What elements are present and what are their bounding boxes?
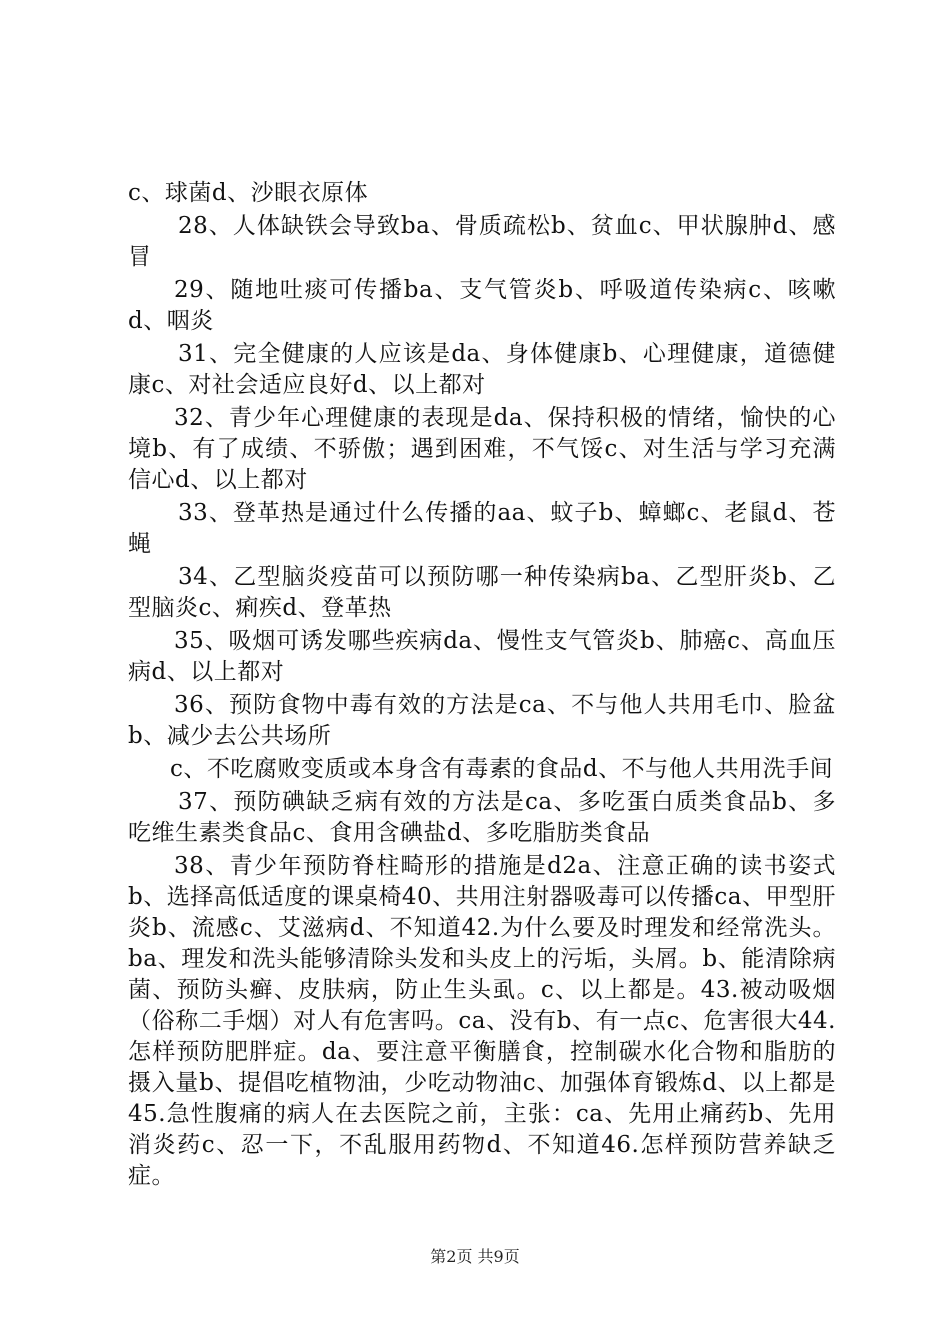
paragraph: 34、乙型脑炎疫苗可以预防哪一种传染病ba、乙型肝炎b、乙型脑炎c、痢疾d、登革热	[128, 564, 836, 621]
paragraph: 29、随地吐痰可传播ba、支气管炎b、呼吸道传染病c、咳嗽d、咽炎	[128, 277, 836, 334]
paragraph: c、不吃腐败变质或本身含有毒素的食品d、不与他人共用洗手间	[170, 756, 834, 782]
paragraph: 28、人体缺铁会导致ba、骨质疏松b、贫血c、甲状腺肿d、感冒	[128, 213, 836, 270]
paragraph: c、球菌d、沙眼衣原体	[128, 180, 369, 206]
paragraph: 35、吸烟可诱发哪些疾病da、慢性支气管炎b、肺癌c、高血压病d、以上都对	[128, 628, 836, 685]
page-number-footer: 第2页 共9页	[430, 1247, 520, 1266]
paragraph: 38、青少年预防脊柱畸形的措施是d2a、注意正确的读书姿式b、选择高低适度的课桌椅40、共用注射器吸毒可以传播ca、甲型肝炎b、流感c、艾滋病d、不知道42.为什么要及时理发和经常洗头。ba、理发和洗头能够清除头发和头皮上的污垢，头屑。b、能清除病菌、预防头癣、皮肤病，防止生头虱。c、以上都是。43.被动吸烟（俗称二手烟）对人有危害吗。ca、没有b、有一点c、危害很大44.怎样预防肥胖症。da、要注意平衡膳食，控制碳水化合物和脂肪的摄入量b、提倡吃植物油，少吃动物油c、加强体育锻炼d、以上都是45.急性腹痛的病人在去医院之前，主张：ca、先用止痛药b、先用消炎药c、忍一下，不乱服用药物d、不知道46.怎样预防营养缺乏症。	[128, 853, 836, 1189]
paragraph: 33、登革热是通过什么传播的aa、蚊子b、蟑螂c、老鼠d、苍蝇	[128, 500, 836, 557]
paragraph: 31、完全健康的人应该是da、身体健康b、心理健康，道德健康c、对社会适应良好d、以上都对	[128, 341, 836, 398]
document-body	[128, 178, 836, 1194]
paragraph: 32、青少年心理健康的表现是da、保持积极的情绪，愉快的心境b、有了成绩、不骄傲；遇到困难，不气馁c、对生活与学习充满信心d、以上都对	[128, 405, 836, 493]
paragraph: 37、预防碘缺乏病有效的方法是ca、多吃蛋白质类食品b、多吃维生素类食品c、食用含碘盐d、多吃脂肪类食品	[128, 789, 836, 846]
paragraph: 36、预防食物中毒有效的方法是ca、不与他人共用毛巾、脸盆b、减少去公共场所	[128, 692, 836, 749]
